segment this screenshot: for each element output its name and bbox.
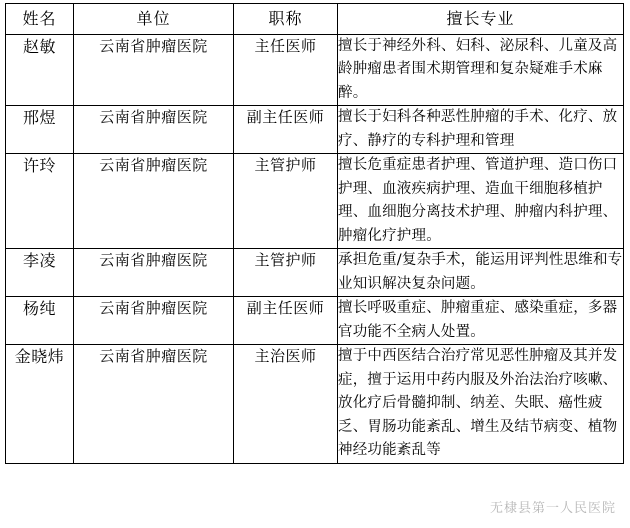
table-body (6, 35, 624, 464)
cell-specialty: 擅长呼吸重症、肿瘤重症、感染重症，多器官功能不全病人处置。 (338, 297, 624, 345)
watermark-text: 无棣县第一人民医院 (489, 501, 616, 516)
cell-specialty: 擅于中西医结合治疗常见恶性肿瘤及其并发症，擅于运用中药内服及外治法治疗咳嗽、放化疗后骨髓抑制、纳差、失眠、癌性疲乏、胃肠功能紊乱、增生及结节病变、植物神经功能紊乱等 (338, 345, 624, 463)
cell-name: 邢煜 (6, 106, 74, 154)
cell-title: 主管护师 (234, 249, 338, 297)
doctor-roster-table (5, 3, 624, 464)
table-row (6, 154, 624, 249)
table-row (6, 297, 624, 345)
table-row (6, 249, 624, 297)
table-row (6, 35, 624, 106)
cell-unit: 云南省肿瘤医院 (74, 249, 234, 297)
cell-unit: 云南省肿瘤医院 (74, 35, 234, 106)
column-header-title: 职称 (234, 4, 338, 35)
cell-specialty: 擅长于神经外科、妇科、泌尿科、儿童及高龄肿瘤患者围术期管理和复杂疑难手术麻醉。 (338, 35, 624, 106)
cell-name: 杨纯 (6, 297, 74, 345)
cell-unit: 云南省肿瘤医院 (74, 345, 234, 463)
cell-name: 许玲 (6, 154, 74, 249)
table-row (6, 345, 624, 463)
cell-title: 主管护师 (234, 154, 338, 249)
table-header (6, 4, 624, 35)
cell-name: 金晓炜 (6, 345, 74, 463)
cell-name: 赵敏 (6, 35, 74, 106)
column-header-unit: 单位 (74, 4, 234, 35)
cell-title: 主任医师 (234, 35, 338, 106)
cell-specialty: 擅长危重症患者护理、管道护理、造口伤口护理、血液疾病护理、造血干细胞移植护理、血细胞分离技术护理、肿瘤内科护理、肿瘤化疗护理。 (338, 154, 624, 249)
cell-specialty: 擅长于妇科各种恶性肿瘤的手术、化疗、放疗、静疗的专科护理和管理 (338, 106, 624, 154)
cell-specialty: 承担危重/复杂手术，能运用评判性思维和专业知识解决复杂问题。 (338, 249, 624, 297)
column-header-name: 姓名 (6, 4, 74, 35)
column-header-specialty: 擅长专业 (338, 4, 624, 35)
cell-name: 李凌 (6, 249, 74, 297)
cell-title: 副主任医师 (234, 297, 338, 345)
cell-unit: 云南省肿瘤医院 (74, 154, 234, 249)
table-header-row (6, 4, 624, 35)
table-row (6, 106, 624, 154)
cell-title: 副主任医师 (234, 106, 338, 154)
cell-unit: 云南省肿瘤医院 (74, 297, 234, 345)
roster-document (0, 3, 630, 528)
cell-title: 主治医师 (234, 345, 338, 463)
cell-unit: 云南省肿瘤医院 (74, 106, 234, 154)
